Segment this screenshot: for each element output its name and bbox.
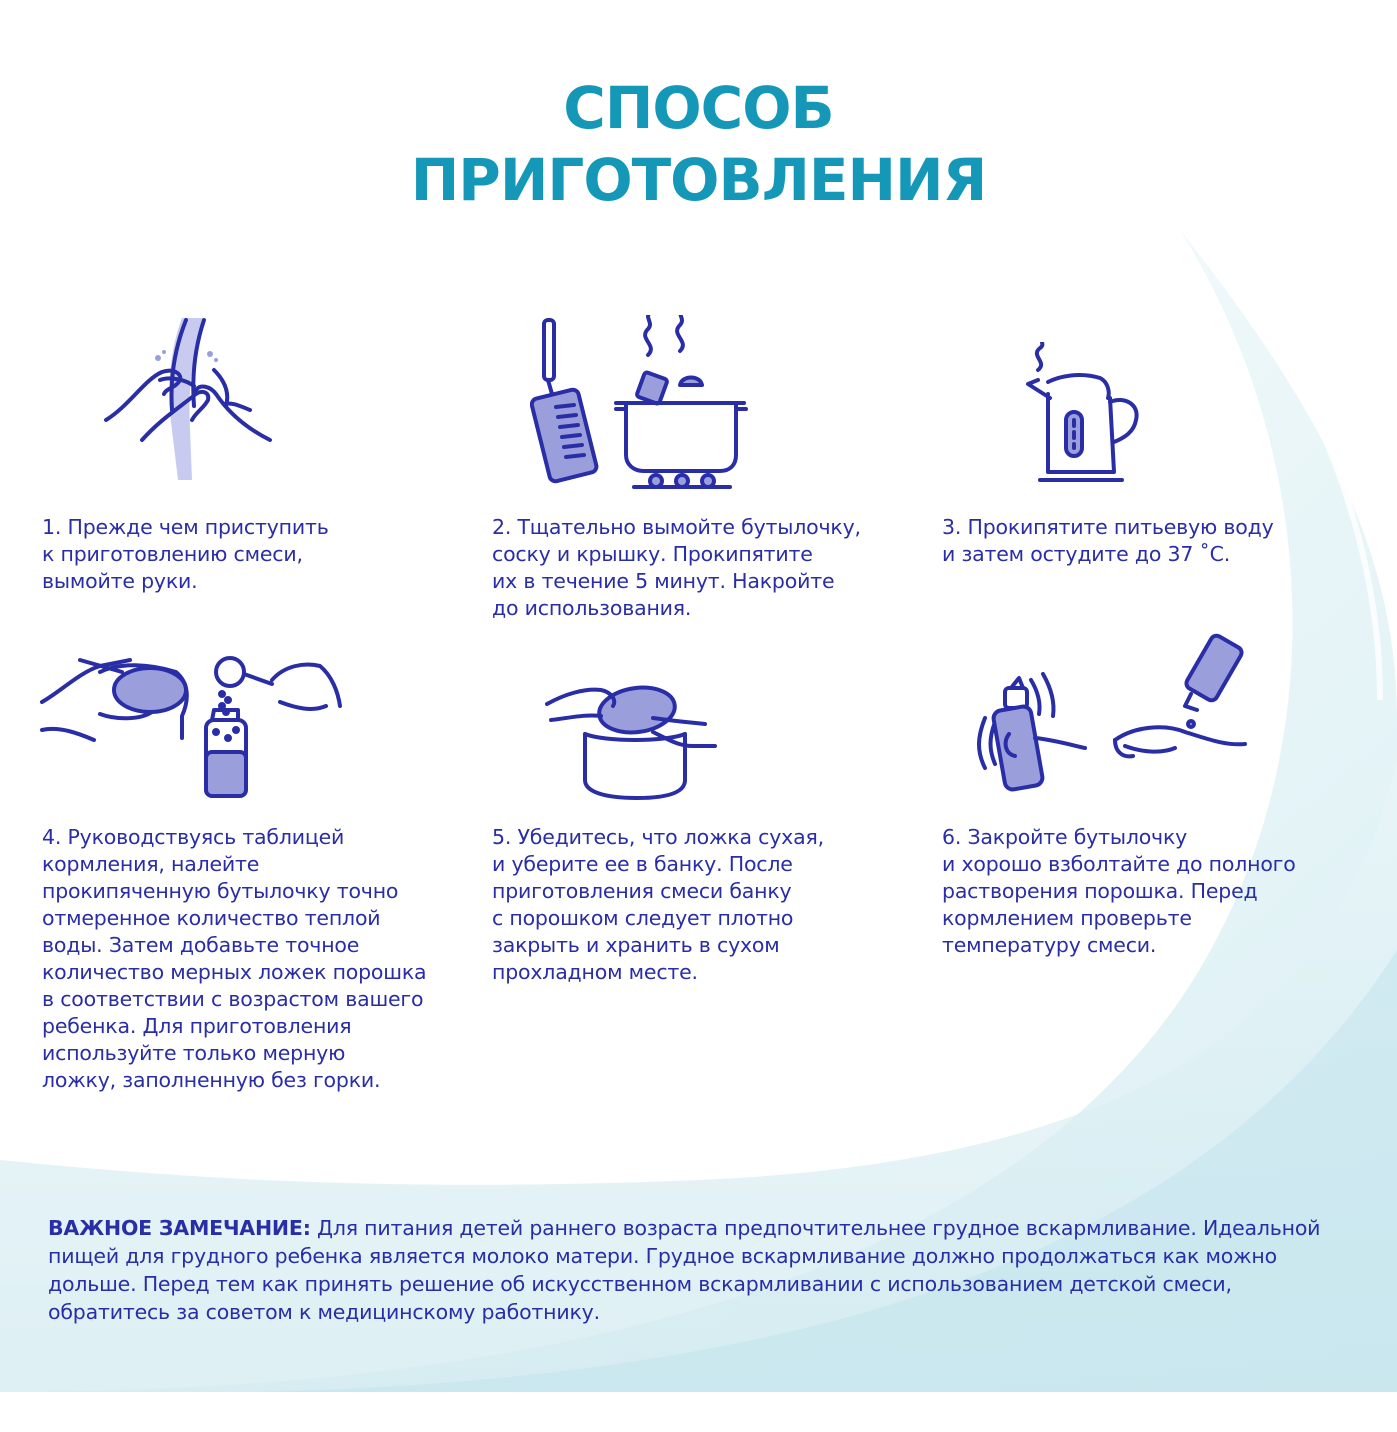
step-2-text: 2. Тщательно вымойте бутылочку, соску и крышку. Прокипятите их в течение 5 минут. Накройте до использования. (492, 515, 861, 620)
step-4-text: 4. Руководствуясь таблицей кормления, налейте прокипяченную бутылочку точно отмеренное количество теплой воды. Затем добавьте точное количество мерных ложек порошка в соответствии с возрастом вашего ребенка. Для приготовления используйте только мерную ложку, заполненную без горки. (42, 825, 427, 1092)
important-note (48, 1214, 1348, 1326)
step-3-text: 3. Прокипятите питьевую воду и затем остудите до 37 ˚С. (942, 515, 1274, 566)
step-5-text: 5. Убедитесь, что ложка сухая, и уберите ее в банку. После приготовления смеси банку с порошком следует плотно закрыть и хранить в сухом прохладном месте. (492, 825, 824, 984)
important-note-label: ВАЖНОЕ ЗАМЕЧАНИЕ: (48, 1216, 311, 1240)
page-title (0, 72, 1397, 216)
step-6-text: 6. Закройте бутылочку и хорошо взболтайте до полного растворения порошка. Перед кормлением проверьте температуру смеси. (942, 825, 1296, 957)
measuring-spoon-and-bottle-icon (40, 642, 350, 802)
title-line-2: ПРИГОТОВЛЕНИЯ (410, 146, 987, 214)
kettle-icon (1020, 342, 1150, 492)
important-note-text: Для питания детей раннего возраста предпочтительнее грудное вскармливание. Идеальной пищей для грудного ребенка является молоко матери. Грудное вскармливание должно продолжаться как можно дольше. Перед тем как принять решение об искусственном вскармливании с использованием детской смеси, обратитесь за советом к медицинскому работнику. (48, 1216, 1321, 1324)
closing-can-icon (545, 680, 725, 805)
bottle-brush-and-boiling-pot-icon (530, 315, 760, 490)
title-line-1: СПОСОБ (563, 74, 834, 142)
shake-bottle-and-test-temperature-icon (975, 628, 1250, 803)
step-1-text: 1. Прежде чем приступить к приготовлению смеси, вымойте руки. (42, 515, 329, 593)
washing-hands-icon (100, 310, 280, 490)
